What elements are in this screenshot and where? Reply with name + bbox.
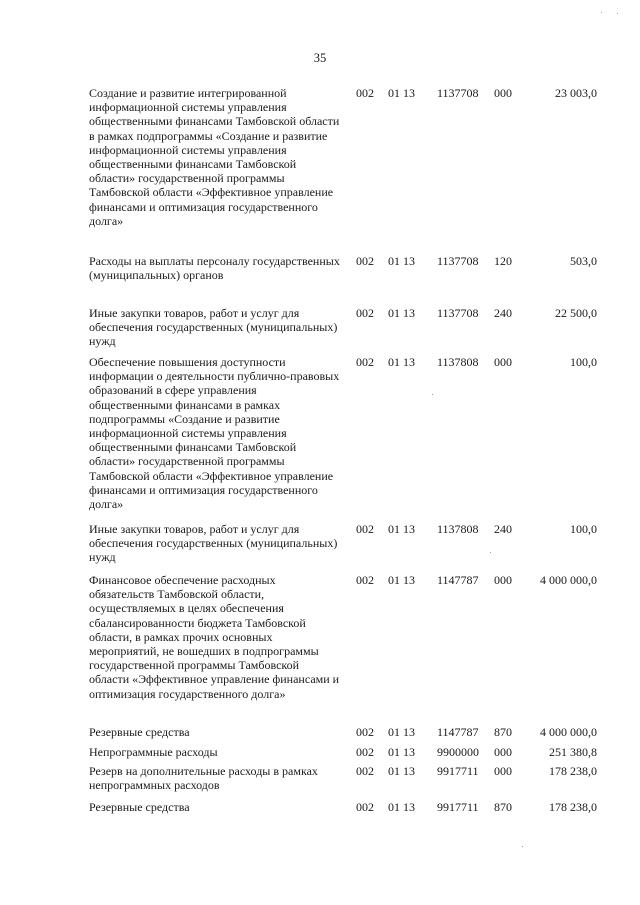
- section-code: 01 13: [388, 725, 415, 739]
- target-article-code: 9900000: [437, 745, 479, 759]
- table-row: [89, 522, 601, 573]
- amount: 100,0: [570, 522, 597, 536]
- expense-type-code: 000: [494, 745, 512, 759]
- section-code: 01 13: [388, 573, 415, 587]
- row-name: Создание и развитие интегрированной информационной системы управления общественными финансами Тамбовской области в рамках подпрограммы «Создание и развитие информационной системы управления общественными финансами Тамбовской области» государственной программы Тамбовской области «Эффективное управление финансами и оптимизация государственного долга»: [89, 86, 340, 228]
- amount: 178 238,0: [549, 764, 597, 778]
- scan-speck: [432, 394, 433, 395]
- table-row: [89, 306, 601, 355]
- expense-type-code: 000: [494, 764, 512, 778]
- amount: 503,0: [570, 254, 597, 268]
- expense-type-code: 000: [494, 573, 512, 587]
- page-number: 35: [313, 51, 327, 65]
- section-code: 01 13: [388, 522, 415, 536]
- target-article-code: 1137708: [437, 254, 479, 268]
- row-name: Иные закупки товаров, работ и услуг для обеспечения государственных (муниципальных) нужд: [89, 306, 338, 349]
- ministry-code: 002: [356, 86, 374, 100]
- table-row: [89, 800, 601, 820]
- scan-speck: [617, 13, 618, 14]
- amount: 178 238,0: [549, 800, 597, 814]
- table-row: [89, 355, 601, 522]
- target-article-code: 9917711: [437, 764, 479, 778]
- amount: 4 000 000,0: [540, 573, 597, 587]
- expense-type-code: 240: [494, 522, 512, 536]
- table-row: [89, 86, 601, 254]
- amount: 251 380,8: [549, 745, 597, 759]
- section-code: 01 13: [388, 306, 415, 320]
- section-code: 01 13: [388, 764, 415, 778]
- row-name: Резервные средства: [89, 725, 190, 739]
- target-article-code: 1137808: [437, 355, 479, 369]
- ministry-code: 002: [356, 254, 374, 268]
- expense-type-code: 000: [494, 355, 512, 369]
- expense-type-code: 240: [494, 306, 512, 320]
- target-article-code: 1137708: [437, 306, 479, 320]
- ministry-code: 002: [356, 745, 374, 759]
- budget-table: [89, 86, 601, 820]
- section-code: 01 13: [388, 800, 415, 814]
- table-row: [89, 745, 601, 764]
- row-name: Резервные средства: [89, 800, 190, 814]
- section-code: 01 13: [388, 254, 415, 268]
- section-code: 01 13: [388, 355, 415, 369]
- ministry-code: 002: [356, 764, 374, 778]
- expense-type-code: 870: [494, 800, 512, 814]
- ministry-code: 002: [356, 725, 374, 739]
- target-article-code: 1137808: [437, 522, 479, 536]
- target-article-code: 1137708: [437, 86, 479, 100]
- table-row: [89, 254, 601, 306]
- row-name: Финансовое обеспечение расходных обязательств Тамбовской области, осуществляемых в целях обеспечения сбалансированности бюджета Тамбовской области, в рамках прочих основных мероприятий, не вошедших в подпрограммы государственной программы Тамбовской области «Эффективное управление финансами и оптимизация государственного долга»: [89, 573, 340, 701]
- row-name: Расходы на выплаты персоналу государственных (муниципальных) органов: [89, 254, 340, 283]
- amount: 23 003,0: [555, 86, 597, 100]
- ministry-code: 002: [356, 522, 374, 536]
- scan-speck: [601, 12, 602, 13]
- target-article-code: 9917711: [437, 800, 479, 814]
- expense-type-code: 120: [494, 254, 512, 268]
- row-name: Непрограммные расходы: [89, 745, 218, 759]
- expense-type-code: 870: [494, 725, 512, 739]
- section-code: 01 13: [388, 745, 415, 759]
- amount: 100,0: [570, 355, 597, 369]
- table-row: [89, 764, 601, 800]
- row-name: Иные закупки товаров, работ и услуг для обеспечения государственных (муниципальных) нужд: [89, 522, 338, 565]
- target-article-code: 1147787: [437, 573, 479, 587]
- row-name: Резерв на дополнительные расходы в рамках непрограммных расходов: [89, 764, 318, 793]
- table-row: [89, 573, 601, 725]
- table-row: [89, 725, 601, 745]
- scan-speck: [490, 552, 491, 553]
- ministry-code: 002: [356, 573, 374, 587]
- scan-speck: [522, 846, 523, 847]
- row-name: Обеспечение повышения доступности информации о деятельности публично-правовых образований в сфере управления общественными финансами в рамках подпрограммы «Создание и развитие информационной системы управления общественными финансами Тамбовской области» государственной программы Тамбовской области «Эффективное управление финансами и оптимизация государственного долга»: [89, 355, 340, 512]
- ministry-code: 002: [356, 306, 374, 320]
- section-code: 01 13: [388, 86, 415, 100]
- amount: 4 000 000,0: [540, 725, 597, 739]
- target-article-code: 1147787: [437, 725, 479, 739]
- ministry-code: 002: [356, 355, 374, 369]
- expense-type-code: 000: [494, 86, 512, 100]
- amount: 22 500,0: [555, 306, 597, 320]
- ministry-code: 002: [356, 800, 374, 814]
